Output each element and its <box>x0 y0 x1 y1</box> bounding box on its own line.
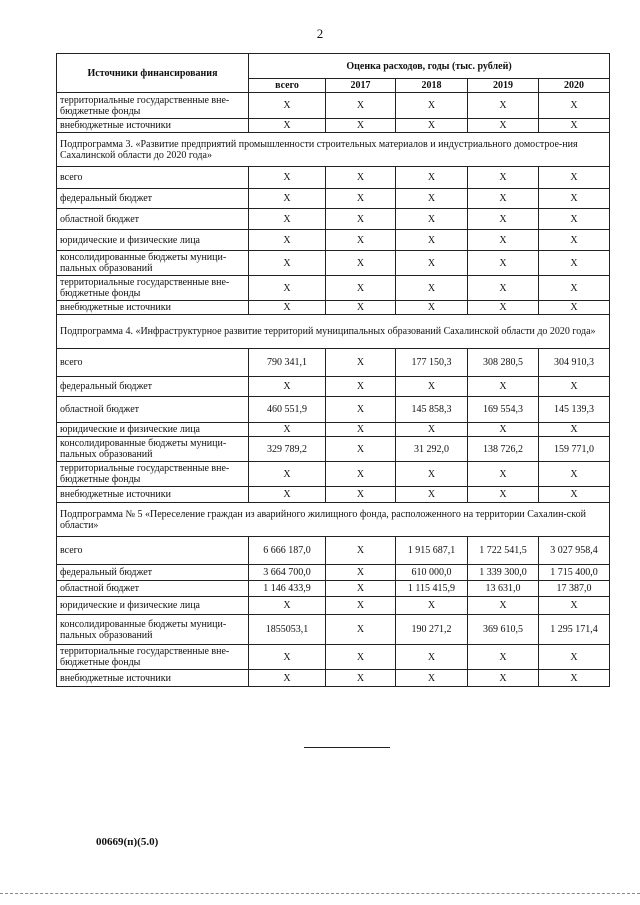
value-cell: X <box>396 597 468 615</box>
table-row <box>57 276 610 301</box>
section-title: Подпрограмма 3. «Развитие предприятий промышленности строительных материалов и индустриального домострое-ния Сахалинской области до 2020 года» <box>57 133 610 167</box>
value-cell: X <box>539 230 610 251</box>
signature-line <box>304 747 390 748</box>
value-cell: 308 280,5 <box>468 349 539 377</box>
table-row <box>57 597 610 615</box>
value-cell: X <box>326 437 396 462</box>
table-row <box>57 537 610 565</box>
source-label: внебюджетные источники <box>57 119 249 133</box>
value-cell: X <box>326 581 396 597</box>
value-cell: X <box>326 230 396 251</box>
value-cell: X <box>396 251 468 276</box>
value-cell: X <box>468 423 539 437</box>
column-header: 2018 <box>396 79 468 93</box>
value-cell: 145 858,3 <box>396 397 468 423</box>
section-title: Подпрограмма 4. «Инфраструктурное развитие территорий муниципальных образований Сахалинской области до 2020 года» <box>57 315 610 349</box>
source-label: федеральный бюджет <box>57 189 249 209</box>
value-cell: 1855053,1 <box>249 615 326 645</box>
value-cell: X <box>249 462 326 487</box>
value-cell: X <box>249 487 326 503</box>
table-row <box>57 645 610 670</box>
value-cell: X <box>468 209 539 230</box>
value-cell: X <box>326 462 396 487</box>
value-cell: X <box>249 423 326 437</box>
value-cell: 138 726,2 <box>468 437 539 462</box>
page-number: 2 <box>316 26 324 41</box>
value-cell: X <box>326 349 396 377</box>
value-cell: X <box>396 93 468 119</box>
table-row <box>57 397 610 423</box>
value-cell: X <box>539 597 610 615</box>
value-cell: X <box>468 597 539 615</box>
value-cell: 790 341,1 <box>249 349 326 377</box>
value-cell: X <box>249 301 326 315</box>
value-cell: X <box>326 615 396 645</box>
source-label: внебюджетные источники <box>57 487 249 503</box>
table-row <box>57 615 610 645</box>
table-row <box>57 209 610 230</box>
table-row <box>57 581 610 597</box>
value-cell: 17 387,0 <box>539 581 610 597</box>
value-cell: X <box>468 276 539 301</box>
source-label: внебюджетные источники <box>57 670 249 687</box>
source-label: федеральный бюджет <box>57 565 249 581</box>
table-body <box>57 93 610 687</box>
source-label: областной бюджет <box>57 397 249 423</box>
document-code: 00669(п)(5.0) <box>96 836 159 848</box>
value-cell: X <box>396 189 468 209</box>
value-cell: 3 664 700,0 <box>249 565 326 581</box>
value-cell: X <box>396 670 468 687</box>
value-cell: 13 631,0 <box>468 581 539 597</box>
value-cell: X <box>396 645 468 670</box>
sources-header: Источники финансирования <box>57 54 249 93</box>
table-row <box>57 301 610 315</box>
value-cell: 1 722 541,5 <box>468 537 539 565</box>
table-row <box>57 230 610 251</box>
table-row <box>57 565 610 581</box>
value-cell: X <box>326 189 396 209</box>
value-cell: X <box>468 119 539 133</box>
source-label: территориальные государственные вне-бюджетные фонды <box>57 645 249 670</box>
value-cell: X <box>396 276 468 301</box>
source-label: консолидированные бюджеты муници-пальных образований <box>57 437 249 462</box>
column-header: всего <box>249 79 326 93</box>
value-cell: X <box>539 276 610 301</box>
value-cell: X <box>468 301 539 315</box>
value-cell: X <box>468 93 539 119</box>
source-label: территориальные государственные вне-бюджетные фонды <box>57 93 249 119</box>
value-cell: X <box>326 670 396 687</box>
value-cell: X <box>249 119 326 133</box>
value-cell: 1 339 300,0 <box>468 565 539 581</box>
value-cell: X <box>249 189 326 209</box>
table-row <box>57 437 610 462</box>
value-cell: 1 115 415,9 <box>396 581 468 597</box>
value-cell: X <box>539 301 610 315</box>
value-cell: X <box>326 487 396 503</box>
table-row <box>57 462 610 487</box>
value-cell: 1 715 400,0 <box>539 565 610 581</box>
value-cell: X <box>539 487 610 503</box>
value-cell: X <box>249 645 326 670</box>
financing-table <box>56 53 610 687</box>
source-label: консолидированные бюджеты муници-пальных образований <box>57 251 249 276</box>
value-cell: X <box>468 230 539 251</box>
section-title-row <box>57 133 610 167</box>
value-cell: X <box>249 167 326 189</box>
value-cell: X <box>468 487 539 503</box>
value-cell: X <box>326 209 396 230</box>
source-label: всего <box>57 167 249 189</box>
value-cell: X <box>326 251 396 276</box>
source-label: консолидированные бюджеты муници-пальных образований <box>57 615 249 645</box>
value-cell: X <box>539 119 610 133</box>
value-cell: 329 789,2 <box>249 437 326 462</box>
value-cell: X <box>539 167 610 189</box>
section-title-row <box>57 503 610 537</box>
column-header: 2019 <box>468 79 539 93</box>
value-cell: X <box>468 251 539 276</box>
table-row <box>57 251 610 276</box>
value-cell: X <box>326 119 396 133</box>
value-cell: X <box>326 645 396 670</box>
value-cell: X <box>326 565 396 581</box>
source-label: юридические и физические лица <box>57 423 249 437</box>
value-cell: X <box>396 230 468 251</box>
column-header: 2017 <box>326 79 396 93</box>
value-cell: X <box>326 377 396 397</box>
value-cell: 1 146 433,9 <box>249 581 326 597</box>
value-cell: X <box>249 597 326 615</box>
value-cell: X <box>326 93 396 119</box>
value-cell: 159 771,0 <box>539 437 610 462</box>
source-label: всего <box>57 537 249 565</box>
value-cell: 3 027 958,4 <box>539 537 610 565</box>
source-label: областной бюджет <box>57 581 249 597</box>
value-cell: 460 551,9 <box>249 397 326 423</box>
value-cell: X <box>468 377 539 397</box>
value-cell: X <box>539 670 610 687</box>
section-title: Подпрограмма № 5 «Переселение граждан из аварийного жилищного фонда, расположенного на территории Сахалин-ской области» <box>57 503 610 537</box>
value-cell: X <box>468 189 539 209</box>
value-cell: 169 554,3 <box>468 397 539 423</box>
value-cell: X <box>326 167 396 189</box>
value-cell: X <box>539 462 610 487</box>
table-row <box>57 119 610 133</box>
value-cell: X <box>539 93 610 119</box>
value-cell: X <box>326 301 396 315</box>
source-label: федеральный бюджет <box>57 377 249 397</box>
value-cell: X <box>539 645 610 670</box>
value-cell: 6 666 187,0 <box>249 537 326 565</box>
section-title-row <box>57 315 610 349</box>
value-cell: 145 139,3 <box>539 397 610 423</box>
source-label: внебюджетные источники <box>57 301 249 315</box>
value-cell: X <box>249 230 326 251</box>
value-cell: 304 910,3 <box>539 349 610 377</box>
source-label: юридические и физические лица <box>57 230 249 251</box>
value-cell: X <box>249 276 326 301</box>
value-cell: 610 000,0 <box>396 565 468 581</box>
table-row <box>57 423 610 437</box>
value-cell: 177 150,3 <box>396 349 468 377</box>
value-cell: X <box>396 209 468 230</box>
value-cell: X <box>468 462 539 487</box>
value-cell: X <box>396 423 468 437</box>
bottom-rule <box>0 893 640 894</box>
value-cell: 1 915 687,1 <box>396 537 468 565</box>
value-cell: 31 292,0 <box>396 437 468 462</box>
source-label: всего <box>57 349 249 377</box>
value-cell: X <box>396 301 468 315</box>
value-cell: X <box>539 423 610 437</box>
source-label: юридические и физические лица <box>57 597 249 615</box>
value-cell: X <box>468 670 539 687</box>
value-cell: X <box>396 119 468 133</box>
value-cell: X <box>249 377 326 397</box>
value-cell: X <box>396 377 468 397</box>
source-label: областной бюджет <box>57 209 249 230</box>
value-cell: 1 295 171,4 <box>539 615 610 645</box>
value-cell: 190 271,2 <box>396 615 468 645</box>
column-header: 2020 <box>539 79 610 93</box>
table-row <box>57 349 610 377</box>
value-cell: X <box>396 487 468 503</box>
table-row <box>57 487 610 503</box>
value-cell: X <box>249 93 326 119</box>
value-cell: X <box>468 167 539 189</box>
value-cell: X <box>326 597 396 615</box>
value-cell: X <box>326 397 396 423</box>
table-row <box>57 377 610 397</box>
value-cell: X <box>249 670 326 687</box>
value-cell: X <box>539 251 610 276</box>
value-cell: X <box>249 209 326 230</box>
table-row <box>57 93 610 119</box>
estimate-header: Оценка расходов, годы (тыс. рублей) <box>249 54 610 79</box>
table-row <box>57 670 610 687</box>
value-cell: X <box>468 645 539 670</box>
value-cell: X <box>539 209 610 230</box>
value-cell: X <box>326 423 396 437</box>
table-row <box>57 189 610 209</box>
value-cell: X <box>326 276 396 301</box>
value-cell: X <box>396 462 468 487</box>
value-cell: 369 610,5 <box>468 615 539 645</box>
value-cell: X <box>249 251 326 276</box>
source-label: территориальные государственные вне-бюджетные фонды <box>57 276 249 301</box>
value-cell: X <box>539 189 610 209</box>
value-cell: X <box>396 167 468 189</box>
value-cell: X <box>326 537 396 565</box>
source-label: территориальные государственные вне-бюджетные фонды <box>57 462 249 487</box>
table-row <box>57 167 610 189</box>
value-cell: X <box>539 377 610 397</box>
